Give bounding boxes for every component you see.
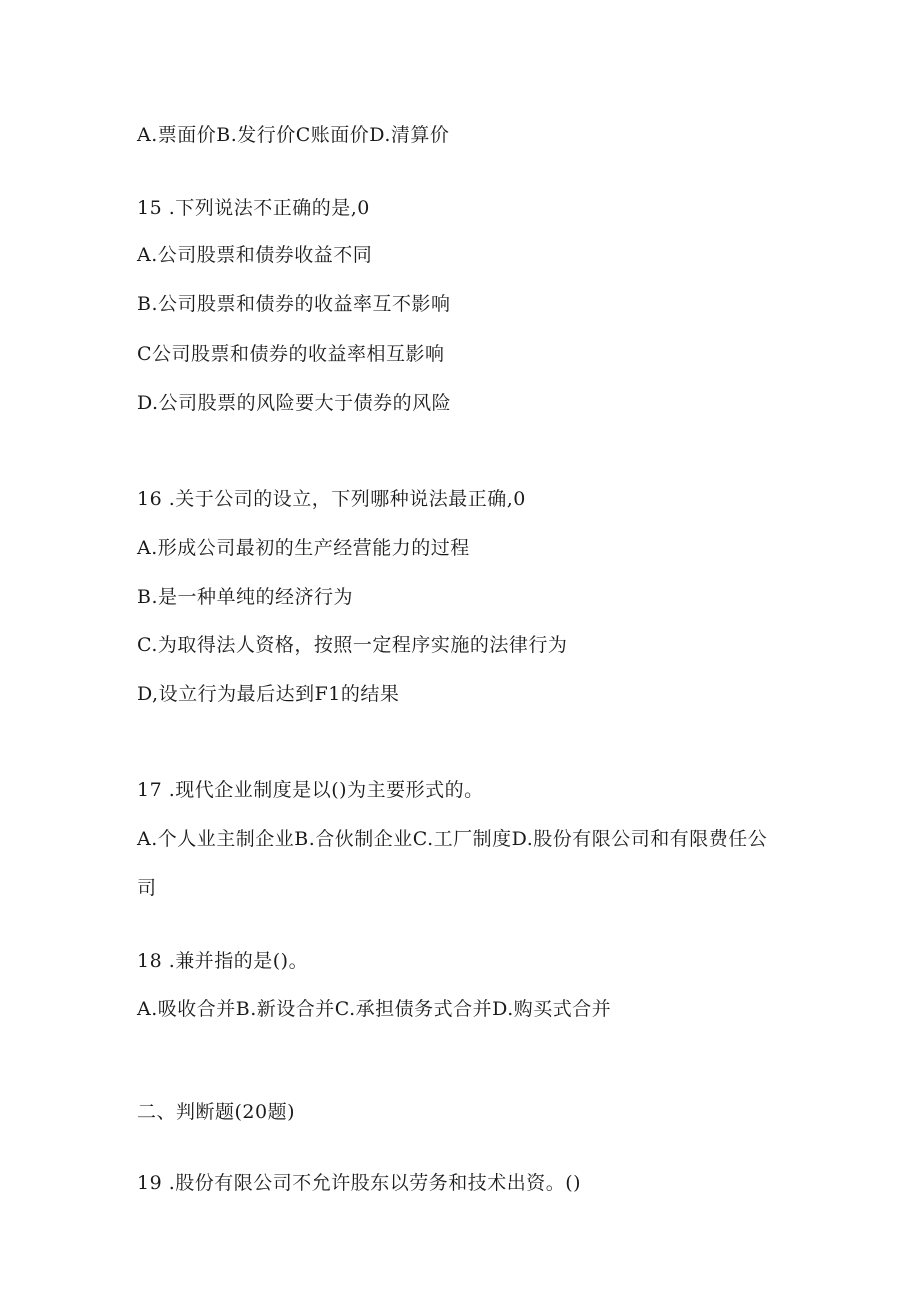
q17-options: A.个人业主制企业B.合伙制企业C.工厂制度D.股份有限公司和有限费任公 bbox=[137, 828, 768, 850]
q16-option-c: C.为取得法人资格，按照一定程序实施的法律行为 bbox=[137, 634, 568, 656]
section-heading: 二、判断题(20题) bbox=[137, 1101, 296, 1123]
q17-question: 17 .现代企业制度是以()为主要形式的。 bbox=[137, 779, 484, 801]
q18-options: A.吸收合并B.新设合并C.承担债务式合并D.购买式合并 bbox=[137, 998, 612, 1020]
q17-options-continued: 司 bbox=[137, 877, 157, 899]
q15-option-a: A.公司股票和债券收益不同 bbox=[137, 244, 373, 266]
q16-question: 16 .关于公司的设立，下列哪种说法最正确,0 bbox=[137, 488, 526, 510]
q14-options: A.票面价B.发行价C账面价D.清算价 bbox=[137, 124, 450, 146]
q19-question: 19 .股份有限公司不允许股东以劳务和技术出资。() bbox=[137, 1172, 582, 1194]
q15-question: 15 .下列说法不正确的是,0 bbox=[137, 197, 370, 219]
q15-option-c: C公司股票和债券的收益率相互影响 bbox=[137, 343, 445, 365]
q18-question: 18 .兼并指的是()。 bbox=[137, 950, 309, 972]
q15-option-d: D.公司股票的风险要大于债券的风险 bbox=[137, 392, 452, 414]
q16-option-d: D,设立行为最后达到F1的结果 bbox=[137, 683, 400, 705]
q16-option-a: A.形成公司最初的生产经营能力的过程 bbox=[137, 537, 470, 559]
q16-option-b: B.是一种单纯的经济行为 bbox=[137, 586, 354, 608]
q15-option-b: B.公司股票和债券的收益率互不影响 bbox=[137, 293, 451, 315]
